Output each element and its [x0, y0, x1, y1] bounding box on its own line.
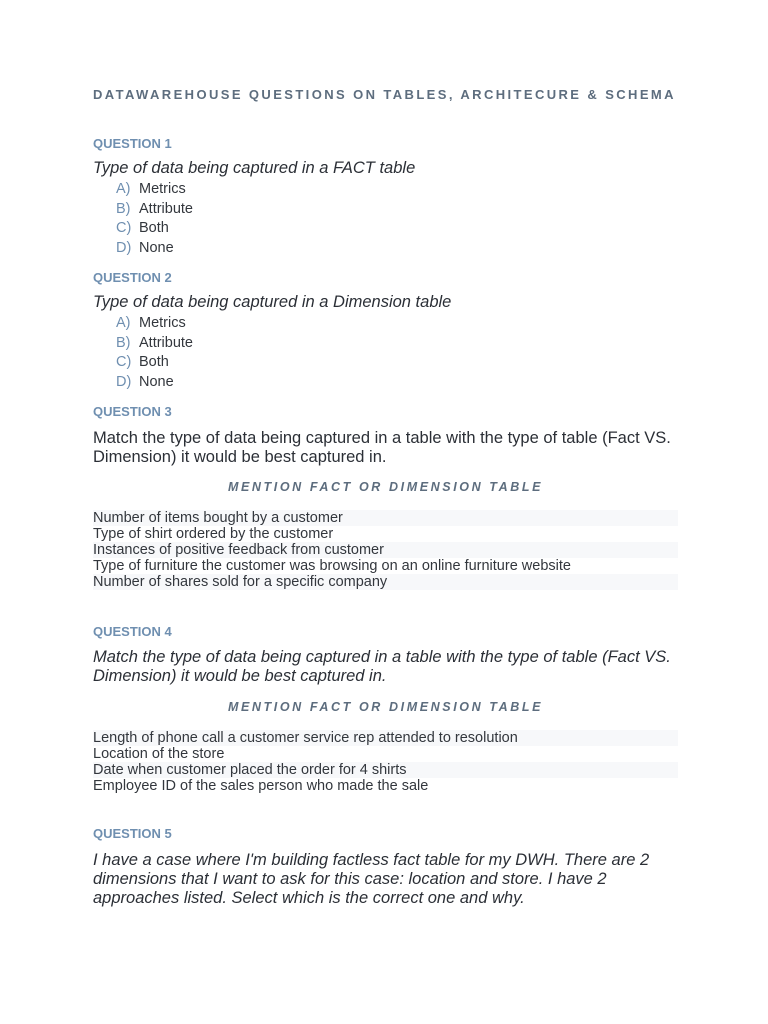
option-item: [116, 219, 193, 239]
question-4-text: Match the type of data being captured in a table with the type of table (Fact VS. Dimension) it would be best captured in.: [93, 648, 671, 685]
question-4-items: [93, 730, 678, 794]
list-item: Number of shares sold for a specific company: [93, 574, 678, 590]
option-letter: D): [116, 373, 132, 390]
option-letter: C): [116, 220, 132, 236]
question-5-text: I have a case where I'm building factless fact table for my DWH. There are 2 dimensions that I want to ask for this case: location and store. I have 2 approaches listed. Select which is the correct one and why.: [93, 851, 650, 907]
option-text: None: [139, 239, 174, 256]
list-item: Employee ID of the sales person who made the sale: [93, 778, 429, 794]
option-text: Attribute: [139, 200, 193, 217]
option-item: [116, 334, 193, 354]
document-title: DATAWAREHOUSE QUESTIONS ON TABLES, ARCHITECURE & SCHEMA: [93, 87, 676, 102]
option-item: [116, 200, 193, 220]
list-item: Number of items bought by a customer: [93, 510, 678, 526]
option-letter: C): [116, 354, 132, 370]
option-letter: A): [116, 315, 131, 331]
question-1-text: Type of data being captured in a FACT table: [93, 159, 416, 177]
question-3-text: Match the type of data being captured in a table with the type of table (Fact VS. Dimension) it would be best captured in.: [93, 429, 671, 466]
option-text: Both: [139, 354, 169, 370]
question-1-label: QUESTION 1: [93, 136, 172, 151]
option-item: [116, 353, 193, 373]
list-item: Location of the store: [93, 746, 225, 762]
question-5-label: QUESTION 5: [93, 826, 172, 841]
option-letter: A): [116, 181, 131, 197]
question-1-options: [116, 180, 193, 258]
option-letter: D): [116, 239, 132, 256]
question-2-text: Type of data being captured in a Dimension table: [93, 293, 452, 311]
list-item: Date when customer placed the order for 4 shirts: [93, 762, 678, 778]
option-text: Both: [139, 220, 169, 236]
option-letter: B): [116, 200, 131, 217]
list-item: Type of furniture the customer was browsing on an online furniture website: [93, 558, 571, 574]
question-2-options: [116, 314, 193, 392]
question-4-subheading: MENTION FACT OR DIMENSION TABLE: [227, 700, 544, 714]
option-item: [116, 239, 193, 259]
question-4-label: QUESTION 4: [93, 624, 172, 639]
option-text: Metrics: [139, 315, 186, 331]
list-item: Instances of positive feedback from customer: [93, 542, 678, 558]
question-3-items: [93, 510, 678, 590]
option-item: [116, 314, 193, 334]
option-item: [116, 373, 193, 393]
question-2-label: QUESTION 2: [93, 270, 172, 285]
question-3-label: QUESTION 3: [93, 404, 172, 419]
option-text: Metrics: [139, 181, 186, 197]
list-item: Type of shirt ordered by the customer: [93, 526, 334, 542]
list-item: Length of phone call a customer service rep attended to resolution: [93, 730, 678, 746]
option-letter: B): [116, 334, 131, 351]
option-text: None: [139, 373, 174, 390]
option-text: Attribute: [139, 334, 193, 351]
option-item: [116, 180, 193, 200]
question-3-subheading: MENTION FACT OR DIMENSION TABLE: [227, 480, 544, 494]
